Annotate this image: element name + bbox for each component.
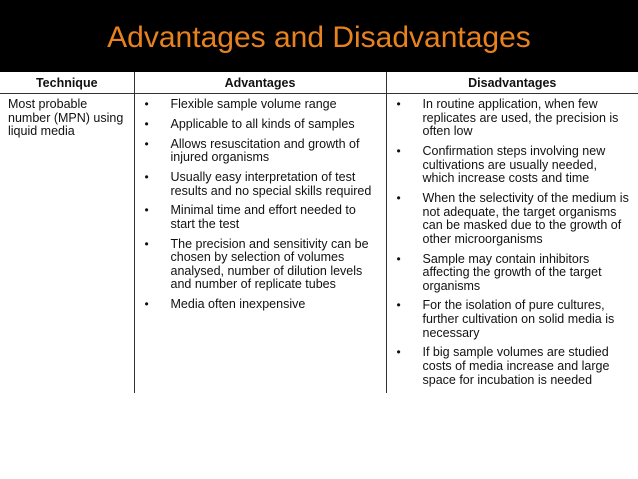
bullet-icon: • [144, 97, 149, 111]
advantage-item [141, 118, 380, 132]
advantage-text: Applicable to all kinds of samples [170, 116, 355, 131]
bullet-icon: • [144, 169, 149, 184]
disadvantage-text: In routine application, when few replicates are used, the precision is often low [422, 97, 619, 139]
technique-cell [0, 94, 134, 394]
header-advantages: Advantages [134, 72, 386, 94]
advantage-text: Minimal time and effort needed to start the test [170, 203, 356, 231]
bullet-icon: • [396, 251, 401, 266]
disadvantage-item [393, 145, 633, 186]
advantage-item [141, 138, 380, 165]
advantages-list [141, 98, 380, 312]
disadvantage-item [393, 192, 633, 246]
disadvantage-text: If big sample volumes are studied costs of media increase and large space for incubation is needed [422, 345, 610, 387]
comparison-table [0, 72, 638, 393]
advantage-item [141, 98, 380, 112]
comparison-table-area [0, 72, 638, 479]
advantage-text: Allows resuscitation and growth of injured organisms [170, 136, 360, 165]
bullet-icon: • [396, 143, 401, 158]
bullet-icon: • [396, 190, 401, 205]
table-row [0, 94, 638, 394]
bullet-icon: • [144, 236, 149, 251]
slide-title: Advantages and Disadvantages [107, 21, 531, 54]
advantage-item [141, 298, 380, 312]
bullet-icon: • [396, 345, 401, 360]
table-header-row [0, 72, 638, 94]
bullet-icon: • [396, 298, 401, 313]
disadvantage-text: For the isolation of pure cultures, further cultivation on solid media is necessary [422, 298, 615, 340]
disadvantage-text: Sample may contain inhibitors affecting the growth of the target organisms [422, 251, 602, 293]
advantage-text: The precision and sensitivity can be chosen by selection of volumes analysed, number of dilution levels and number of replicate tubes [170, 236, 369, 292]
bullet-icon: • [144, 203, 149, 218]
header-technique: Technique [0, 72, 134, 94]
bullet-icon: • [144, 136, 149, 151]
advantages-cell [134, 94, 386, 394]
disadvantage-item [393, 98, 633, 139]
disadvantages-cell [386, 94, 638, 394]
header-disadvantages: Disadvantages [386, 72, 638, 94]
disadvantage-item [393, 346, 633, 387]
bullet-icon: • [144, 297, 149, 312]
technique-name: Most probable number (MPN) using liquid media [8, 97, 124, 139]
disadvantage-item [393, 253, 633, 294]
advantage-item [141, 171, 380, 198]
bullet-icon: • [396, 97, 401, 111]
bullet-icon: • [144, 116, 149, 131]
disadvantage-text: Confirmation steps involving new cultivations are usually needed, which increase costs and time [422, 143, 606, 186]
advantage-text: Flexible sample volume range [170, 97, 337, 111]
disadvantages-list [393, 98, 633, 387]
advantage-text: Media often inexpensive [170, 297, 306, 312]
advantage-item [141, 204, 380, 231]
disadvantage-text: When the selectivity of the medium is not adequate, the target organisms can be masked due to the growth of other microorganisms [422, 190, 629, 246]
disadvantage-item [393, 299, 633, 340]
advantage-item [141, 238, 380, 292]
advantage-text: Usually easy interpretation of test results and no special skills required [170, 169, 372, 198]
